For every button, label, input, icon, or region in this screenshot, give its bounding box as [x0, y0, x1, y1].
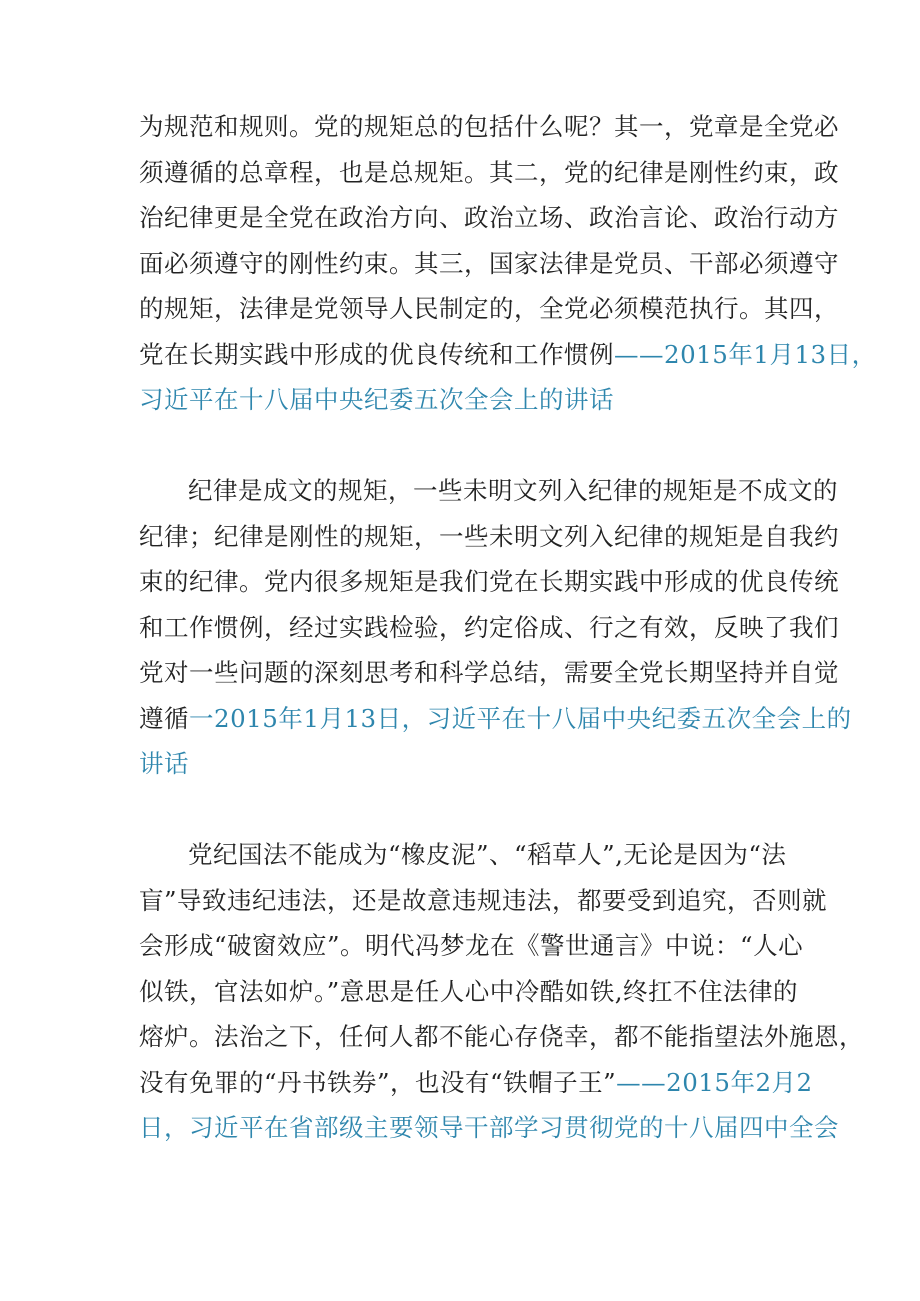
text-line: 党纪国法不能成为“橡皮泥”、“稻草人”,无论是因为“法 — [188, 840, 787, 869]
text-line: 治纪律更是全党在政治方向、政治立场、政治言论、政治行动方 — [139, 203, 839, 232]
text-line: 为规范和规则。党的规矩总的包括什么呢？其一，党章是全党必 — [139, 112, 839, 141]
paragraph-rule-of-law — [139, 832, 864, 1151]
text-line: 党对一些问题的深刻思考和科学总结，需要全党长期坚持并自觉 — [139, 658, 839, 687]
speech-source-citation: 一2015年1月13日，习近平在十八届中央纪委五次全会上的 — [189, 703, 852, 733]
text-line: 党在长期实践中形成的优良传统和工作惯例——2015年1月13日， — [139, 339, 877, 369]
text-line: 纪律是成文的规矩，一些未明文列入纪律的规矩是不成文的 — [188, 476, 838, 505]
text-line: 盲”导致违纪违法，还是故意违规违法，都要受到追究，否则就 — [139, 885, 828, 915]
speech-source-citation: ——2015年2月2 — [616, 1067, 813, 1097]
speech-source-citation: 讲话 — [139, 749, 189, 778]
text-line: 的规矩，法律是党领导人民制定的，全党必须模范执行。其四， — [139, 294, 839, 323]
speech-source-citation: 日，习近平在省部级主要领导干部学习贯彻党的十八届四中全会 — [139, 1113, 839, 1142]
text-line: 熔炉。法治之下，任何人都不能心存侥幸，都不能指望法外施恩， — [139, 1022, 864, 1051]
text-line: 似铁，官法如炉。”意思是任人心中冷酷如铁,终扛不住法律的 — [139, 976, 799, 1006]
text-line: 和工作惯例，经过实践检验，约定俗成、行之有效，反映了我们 — [139, 612, 839, 642]
speech-source-citation: 习近平在十八届中央纪委五次全会上的讲话 — [139, 385, 614, 414]
text-line — [139, 741, 789, 787]
speech-source-citation: ——2015年1月13日， — [614, 339, 877, 369]
paragraph-written-rules — [139, 468, 852, 787]
text-line: 会形成“破窗效应”。明代冯梦龙在《警世通言》中说：“人心 — [139, 931, 804, 960]
text-line — [139, 377, 789, 423]
text-line: 束的纪律。党内很多规矩是我们党在长期实践中形成的优良传统 — [139, 567, 839, 596]
text-line: 没有免罪的“丹书铁券”，也没有“铁帽子王”——2015年2月2 — [139, 1067, 813, 1097]
text-line: 纪律；纪律是刚性的规矩，一些未明文列入纪律的规矩是自我约 — [139, 521, 839, 551]
text-line: 遵循一2015年1月13日，习近平在十八届中央纪委五次全会上的 — [139, 703, 852, 733]
text-line — [139, 1105, 839, 1151]
text-line: 面必须遵守的刚性约束。其三，国家法律是党员、干部必须遵守 — [139, 248, 839, 278]
text-line: 须遵循的总章程，也是总规矩。其二，党的纪律是刚性约束，政 — [139, 157, 839, 187]
paragraph-party-rules — [139, 104, 877, 423]
